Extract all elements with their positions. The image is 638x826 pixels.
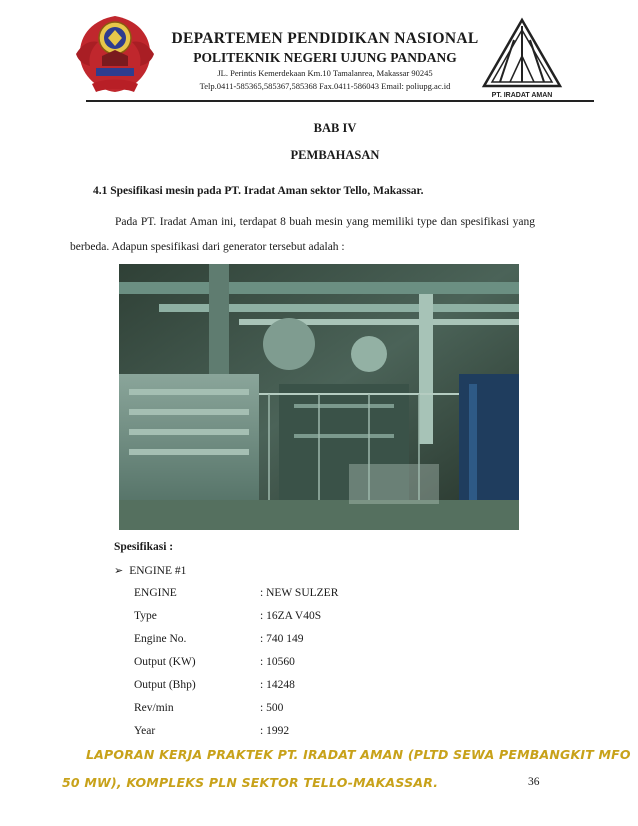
spec-row bbox=[134, 656, 494, 672]
generator-photo bbox=[119, 264, 519, 530]
spec-key: Output (Bhp) bbox=[134, 679, 196, 691]
engine-title-label: ENGINE #1 bbox=[129, 565, 187, 577]
spec-value: : 740 149 bbox=[260, 633, 304, 645]
letterhead-contact: Telp.0411-585365,585367,585368 Fax.0411-586043 Email: poliupg.ac.id bbox=[199, 81, 451, 91]
section-title: 4.1 Spesifikasi mesin pada PT. Iradat Aman sektor Tello, Makassar. bbox=[93, 185, 424, 197]
spec-row bbox=[134, 679, 494, 695]
spec-key: Engine No. bbox=[134, 633, 187, 645]
spec-value: : 16ZA V40S bbox=[260, 610, 322, 622]
right-logo-caption: PT. IRADAT AMAN bbox=[491, 92, 553, 99]
paragraph-line-1: Pada PT. Iradat Aman ini, terdapat 8 buah mesin yang memiliki type dan spesifikasi yang bbox=[115, 216, 535, 228]
spec-value: : 1992 bbox=[260, 725, 290, 737]
spec-value: : 10560 bbox=[260, 656, 295, 668]
spec-row bbox=[134, 587, 494, 603]
spec-row bbox=[134, 702, 494, 718]
letterhead-address: JL. Perintis Kemerdekaan Km.10 Tamalanrea, Makassar 90245 bbox=[217, 68, 433, 78]
spec-key: Year bbox=[134, 725, 156, 737]
bullet-arrow-icon: ➢ bbox=[114, 564, 124, 577]
page-number: 36 bbox=[528, 776, 540, 788]
letterhead-divider bbox=[86, 100, 594, 102]
spec-row bbox=[134, 633, 494, 649]
footer-report-title-line-2: 50 MW), KOMPLEKS PLN SEKTOR TELLO-MAKASSAR. bbox=[62, 775, 439, 790]
iradat-aman-triangle-logo-icon bbox=[480, 16, 564, 100]
spec-key: Output (KW) bbox=[134, 656, 196, 668]
spec-row bbox=[134, 725, 494, 741]
specifications-heading: Spesifikasi : bbox=[114, 541, 174, 553]
spec-row bbox=[134, 610, 494, 626]
chapter-title: PEMBAHASAN bbox=[290, 148, 380, 162]
spec-value: : 500 bbox=[260, 702, 284, 714]
letterhead-ministry: DEPARTEMEN PENDIDIKAN NASIONAL bbox=[171, 30, 479, 47]
engine-title bbox=[114, 564, 186, 577]
spec-value: : 14248 bbox=[260, 679, 295, 691]
letterhead-institution: POLITEKNIK NEGERI UJUNG PANDANG bbox=[193, 50, 457, 65]
spec-key: Type bbox=[134, 610, 157, 622]
spec-key: ENGINE bbox=[134, 587, 177, 599]
footer-report-title-line-1: LAPORAN KERJA PRAKTEK PT. IRADAT AMAN (PLTD SEWA PEMBANGKIT MFO bbox=[86, 747, 631, 762]
paragraph-line-2: berbeda. Adapun spesifikasi dari generator tersebut adalah : bbox=[70, 241, 345, 253]
chapter-number: BAB IV bbox=[313, 121, 357, 135]
spec-value: : NEW SULZER bbox=[260, 587, 339, 599]
garuda-emblem-icon bbox=[72, 6, 158, 98]
spec-key: Rev/min bbox=[134, 702, 174, 714]
